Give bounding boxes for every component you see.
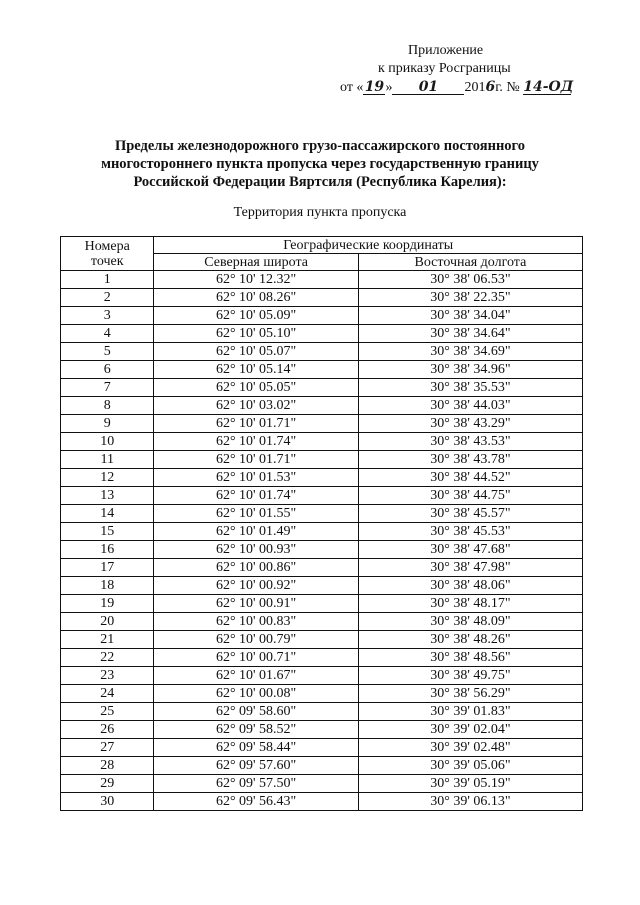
longitude-cell: 30° 38' 47.98" [358,559,582,577]
table-row [61,379,583,397]
longitude-cell: 30° 38' 43.29" [358,415,582,433]
latitude-cell: 62° 10' 05.14" [154,361,358,379]
table-row [61,397,583,415]
latitude-cell: 62° 10' 00.83" [154,613,358,631]
latitude-cell: 62° 10' 01.49" [154,523,358,541]
latitude-cell: 62° 10' 08.26" [154,289,358,307]
point-number-cell: 8 [61,397,154,415]
point-number-cell: 3 [61,307,154,325]
longitude-cell: 30° 38' 45.53" [358,523,582,541]
longitude-cell: 30° 39' 02.04" [358,721,582,739]
date-mid: » [385,80,393,95]
longitude-cell: 30° 38' 43.78" [358,451,582,469]
table-row [61,451,583,469]
longitude-cell: 30° 38' 44.03" [358,397,582,415]
table-row [61,289,583,307]
year-prefix: 201 [464,80,486,95]
longitude-cell: 30° 38' 34.96" [358,361,582,379]
latitude-cell: 62° 09' 56.43" [154,793,358,811]
latitude-cell: 62° 10' 00.93" [154,541,358,559]
point-number-cell: 22 [61,649,154,667]
table-row [61,559,583,577]
point-number-cell: 13 [61,487,154,505]
longitude-cell: 30° 38' 34.69" [358,343,582,361]
section-subtitle: Территория пункта пропуска [233,205,407,220]
table-row [61,325,583,343]
table-row [61,469,583,487]
longitude-cell: 30° 39' 02.48" [358,739,582,757]
point-number-cell: 20 [61,613,154,631]
date-prefix: от « [340,80,364,95]
table-row [61,775,583,793]
latitude-cell: 62° 10' 01.55" [154,505,358,523]
point-number-cell: 29 [61,775,154,793]
latitude-cell: 62° 09' 58.60" [154,703,358,721]
longitude-cell: 30° 38' 48.09" [358,613,582,631]
table-row [61,739,583,757]
table-row [61,649,583,667]
table-row [61,433,583,451]
latitude-cell: 62° 09' 58.44" [154,739,358,757]
table-row [61,343,583,361]
title-line-1: Пределы железнодорожного грузо-пассажирского постоянного [114,138,526,154]
longitude-cell: 30° 39' 05.06" [358,757,582,775]
col-header-latitude: Северная широта [154,254,358,271]
longitude-cell: 30° 38' 48.17" [358,595,582,613]
point-number-cell: 5 [61,343,154,361]
table-row [61,667,583,685]
longitude-cell: 30° 38' 22.35" [358,289,582,307]
col-header-number-line1: Номера [84,238,130,254]
longitude-cell: 30° 38' 34.64" [358,325,582,343]
point-number-cell: 30 [61,793,154,811]
appendix-label: Приложение [408,43,484,58]
longitude-cell: 30° 39' 05.19" [358,775,582,793]
point-number-cell: 27 [61,739,154,757]
number-label: г. № [495,80,520,95]
point-number-cell: 24 [61,685,154,703]
table-row [61,757,583,775]
table-row [61,415,583,433]
point-number-cell: 16 [61,541,154,559]
table-row [61,721,583,739]
point-number-cell: 28 [61,757,154,775]
point-number-cell: 26 [61,721,154,739]
table-row [61,361,583,379]
point-number-cell: 4 [61,325,154,343]
point-number-cell: 6 [61,361,154,379]
longitude-cell: 30° 38' 45.57" [358,505,582,523]
latitude-cell: 62° 10' 12.32" [154,271,358,289]
latitude-cell: 62° 10' 05.09" [154,307,358,325]
table-row [61,595,583,613]
table-row [61,577,583,595]
point-number-cell: 25 [61,703,154,721]
table-row [61,793,583,811]
year-digit: 6 [485,79,496,95]
longitude-cell: 30° 38' 48.06" [358,577,582,595]
longitude-cell: 30° 38' 35.53" [358,379,582,397]
longitude-cell: 30° 38' 44.75" [358,487,582,505]
point-number-cell: 10 [61,433,154,451]
table-row [61,685,583,703]
longitude-cell: 30° 38' 48.26" [358,631,582,649]
table-row [61,523,583,541]
latitude-cell: 62° 09' 57.50" [154,775,358,793]
longitude-cell: 30° 38' 06.53" [358,271,582,289]
table-row [61,703,583,721]
point-number-cell: 9 [61,415,154,433]
order-date-number [340,78,580,97]
longitude-cell: 30° 38' 48.56" [358,649,582,667]
latitude-cell: 62° 09' 57.60" [154,757,358,775]
title-line-2: многостороннего пункта пропуска через государственную границу [101,156,539,172]
document-title [60,137,580,191]
longitude-cell: 30° 38' 43.53" [358,433,582,451]
latitude-cell: 62° 10' 00.92" [154,577,358,595]
col-group-header: Географические координаты [154,237,583,254]
point-number-cell: 12 [61,469,154,487]
col-header-longitude: Восточная долгота [358,254,582,271]
title-line-3: Российской Федерации Вяртсиля (Республика Карелия): [133,174,507,190]
longitude-cell: 30° 38' 44.52" [358,469,582,487]
col-header-number [61,237,154,271]
latitude-cell: 62° 10' 01.71" [154,451,358,469]
point-number-cell: 11 [61,451,154,469]
coordinates-table [60,236,583,811]
longitude-cell: 30° 39' 06.13" [358,793,582,811]
latitude-cell: 62° 10' 00.86" [154,559,358,577]
longitude-cell: 30° 38' 56.29" [358,685,582,703]
point-number-cell: 1 [61,271,154,289]
point-number-cell: 14 [61,505,154,523]
point-number-cell: 23 [61,667,154,685]
latitude-cell: 62° 10' 00.71" [154,649,358,667]
latitude-cell: 62° 10' 05.05" [154,379,358,397]
table-row [61,613,583,631]
latitude-cell: 62° 10' 01.74" [154,433,358,451]
date-month: 01 [392,80,464,95]
date-day: 19 [364,79,385,95]
longitude-cell: 30° 38' 47.68" [358,541,582,559]
latitude-cell: 62° 10' 00.91" [154,595,358,613]
table-row [61,271,583,289]
point-number-cell: 19 [61,595,154,613]
latitude-cell: 62° 10' 00.79" [154,631,358,649]
table-row [61,487,583,505]
latitude-cell: 62° 10' 01.74" [154,487,358,505]
point-number-cell: 17 [61,559,154,577]
appendix-header [340,42,580,97]
table-row [61,505,583,523]
longitude-cell: 30° 38' 49.75" [358,667,582,685]
order-reference: к приказу Росграницы [378,61,511,76]
col-header-number-line2: точек [90,253,124,269]
latitude-cell: 62° 10' 00.08" [154,685,358,703]
table-row [61,631,583,649]
table-row [61,541,583,559]
latitude-cell: 62° 10' 03.02" [154,397,358,415]
point-number-cell: 2 [61,289,154,307]
table-row [61,307,583,325]
latitude-cell: 62° 10' 01.71" [154,415,358,433]
longitude-cell: 30° 38' 34.04" [358,307,582,325]
longitude-cell: 30° 39' 01.83" [358,703,582,721]
order-number: 14-ОД [523,79,574,95]
latitude-cell: 62° 10' 01.67" [154,667,358,685]
point-number-cell: 15 [61,523,154,541]
point-number-cell: 18 [61,577,154,595]
latitude-cell: 62° 09' 58.52" [154,721,358,739]
latitude-cell: 62° 10' 01.53" [154,469,358,487]
latitude-cell: 62° 10' 05.07" [154,343,358,361]
point-number-cell: 21 [61,631,154,649]
point-number-cell: 7 [61,379,154,397]
table-body [61,271,583,811]
latitude-cell: 62° 10' 05.10" [154,325,358,343]
